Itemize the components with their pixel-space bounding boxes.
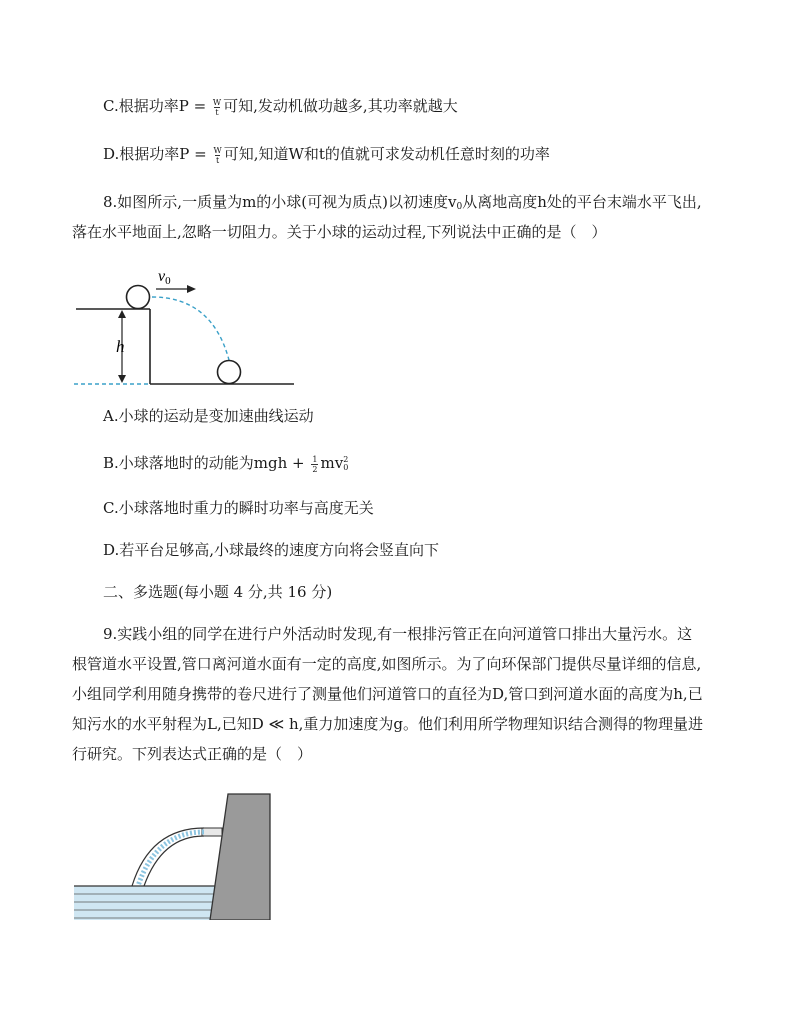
height-label: h bbox=[116, 337, 125, 356]
q9-pipe-discharge-figure bbox=[70, 790, 276, 920]
q9-line-3: 小组同学利用随身携带的卷尺进行了测量他们河道管口的直径为D,管口到河道水面的高度为h,已 bbox=[72, 685, 703, 703]
power-fraction: $\frac{W}{t}$ bbox=[213, 145, 222, 165]
q9-line-4: 知污水的水平射程为L,已知D ≪ h,重力加速度为g。他们利用所学物理知识结合测得的物理量进 bbox=[72, 715, 704, 733]
q9-line-1: 9.实践小组的同学在进行户外活动时发现,有一根排污管正在向河道管口排出大量污水。这 bbox=[103, 625, 693, 643]
q7-option-d bbox=[103, 144, 550, 165]
q9-line-5: 行研究。下列表达式正确的是（ ） bbox=[72, 745, 313, 763]
q8-stem-line-1: 8.如图所示,一质量为m的小球(可视为质点)以初速度$v_0$从离地高度h处的平台末端水平飞出, bbox=[103, 193, 702, 212]
q7-option-c-post: 可知,发动机做功越多,其功率就越大 bbox=[223, 97, 458, 115]
q8-option-d: D.若平台足够高,小球最终的速度方向将会竖直向下 bbox=[103, 541, 440, 559]
q8-option-b: B.小球落地时的动能为mgh + $\frac{1}{2}$ mv 2 0 bbox=[103, 454, 349, 474]
power-fraction: $\frac{W}{t}$ bbox=[212, 97, 222, 117]
section-heading: 二、多选题(每小题 4 分,共 16 分) bbox=[103, 583, 333, 601]
half-fraction: $\frac{1}{2}$ bbox=[312, 454, 318, 474]
q7-option-c bbox=[103, 96, 458, 117]
q8-option-c: C.小球落地时重力的瞬时功率与高度无关 bbox=[103, 499, 374, 517]
velocity-label: v0 bbox=[158, 268, 171, 287]
q9-line-2: 根管道水平设置,管口离河道水面有一定的高度,如图所示。为了向环保部门提供尽量详细的信息, bbox=[72, 655, 702, 673]
q7-option-d-post: 可知,知道W和t的值就可求发动机任意时刻的功率 bbox=[223, 145, 550, 163]
q8-option-a: A.小球的运动是变加速曲线运动 bbox=[103, 407, 314, 425]
q7-option-c-pre: C.根据功率P = bbox=[103, 97, 211, 115]
q8-stem-line-2: 落在水平地面上,忽略一切阻力。关于小球的运动过程,下列说法中正确的是（ ） bbox=[72, 223, 607, 241]
q8-projectile-figure bbox=[72, 268, 312, 388]
q7-option-d-pre: D.根据功率P = bbox=[103, 145, 212, 163]
